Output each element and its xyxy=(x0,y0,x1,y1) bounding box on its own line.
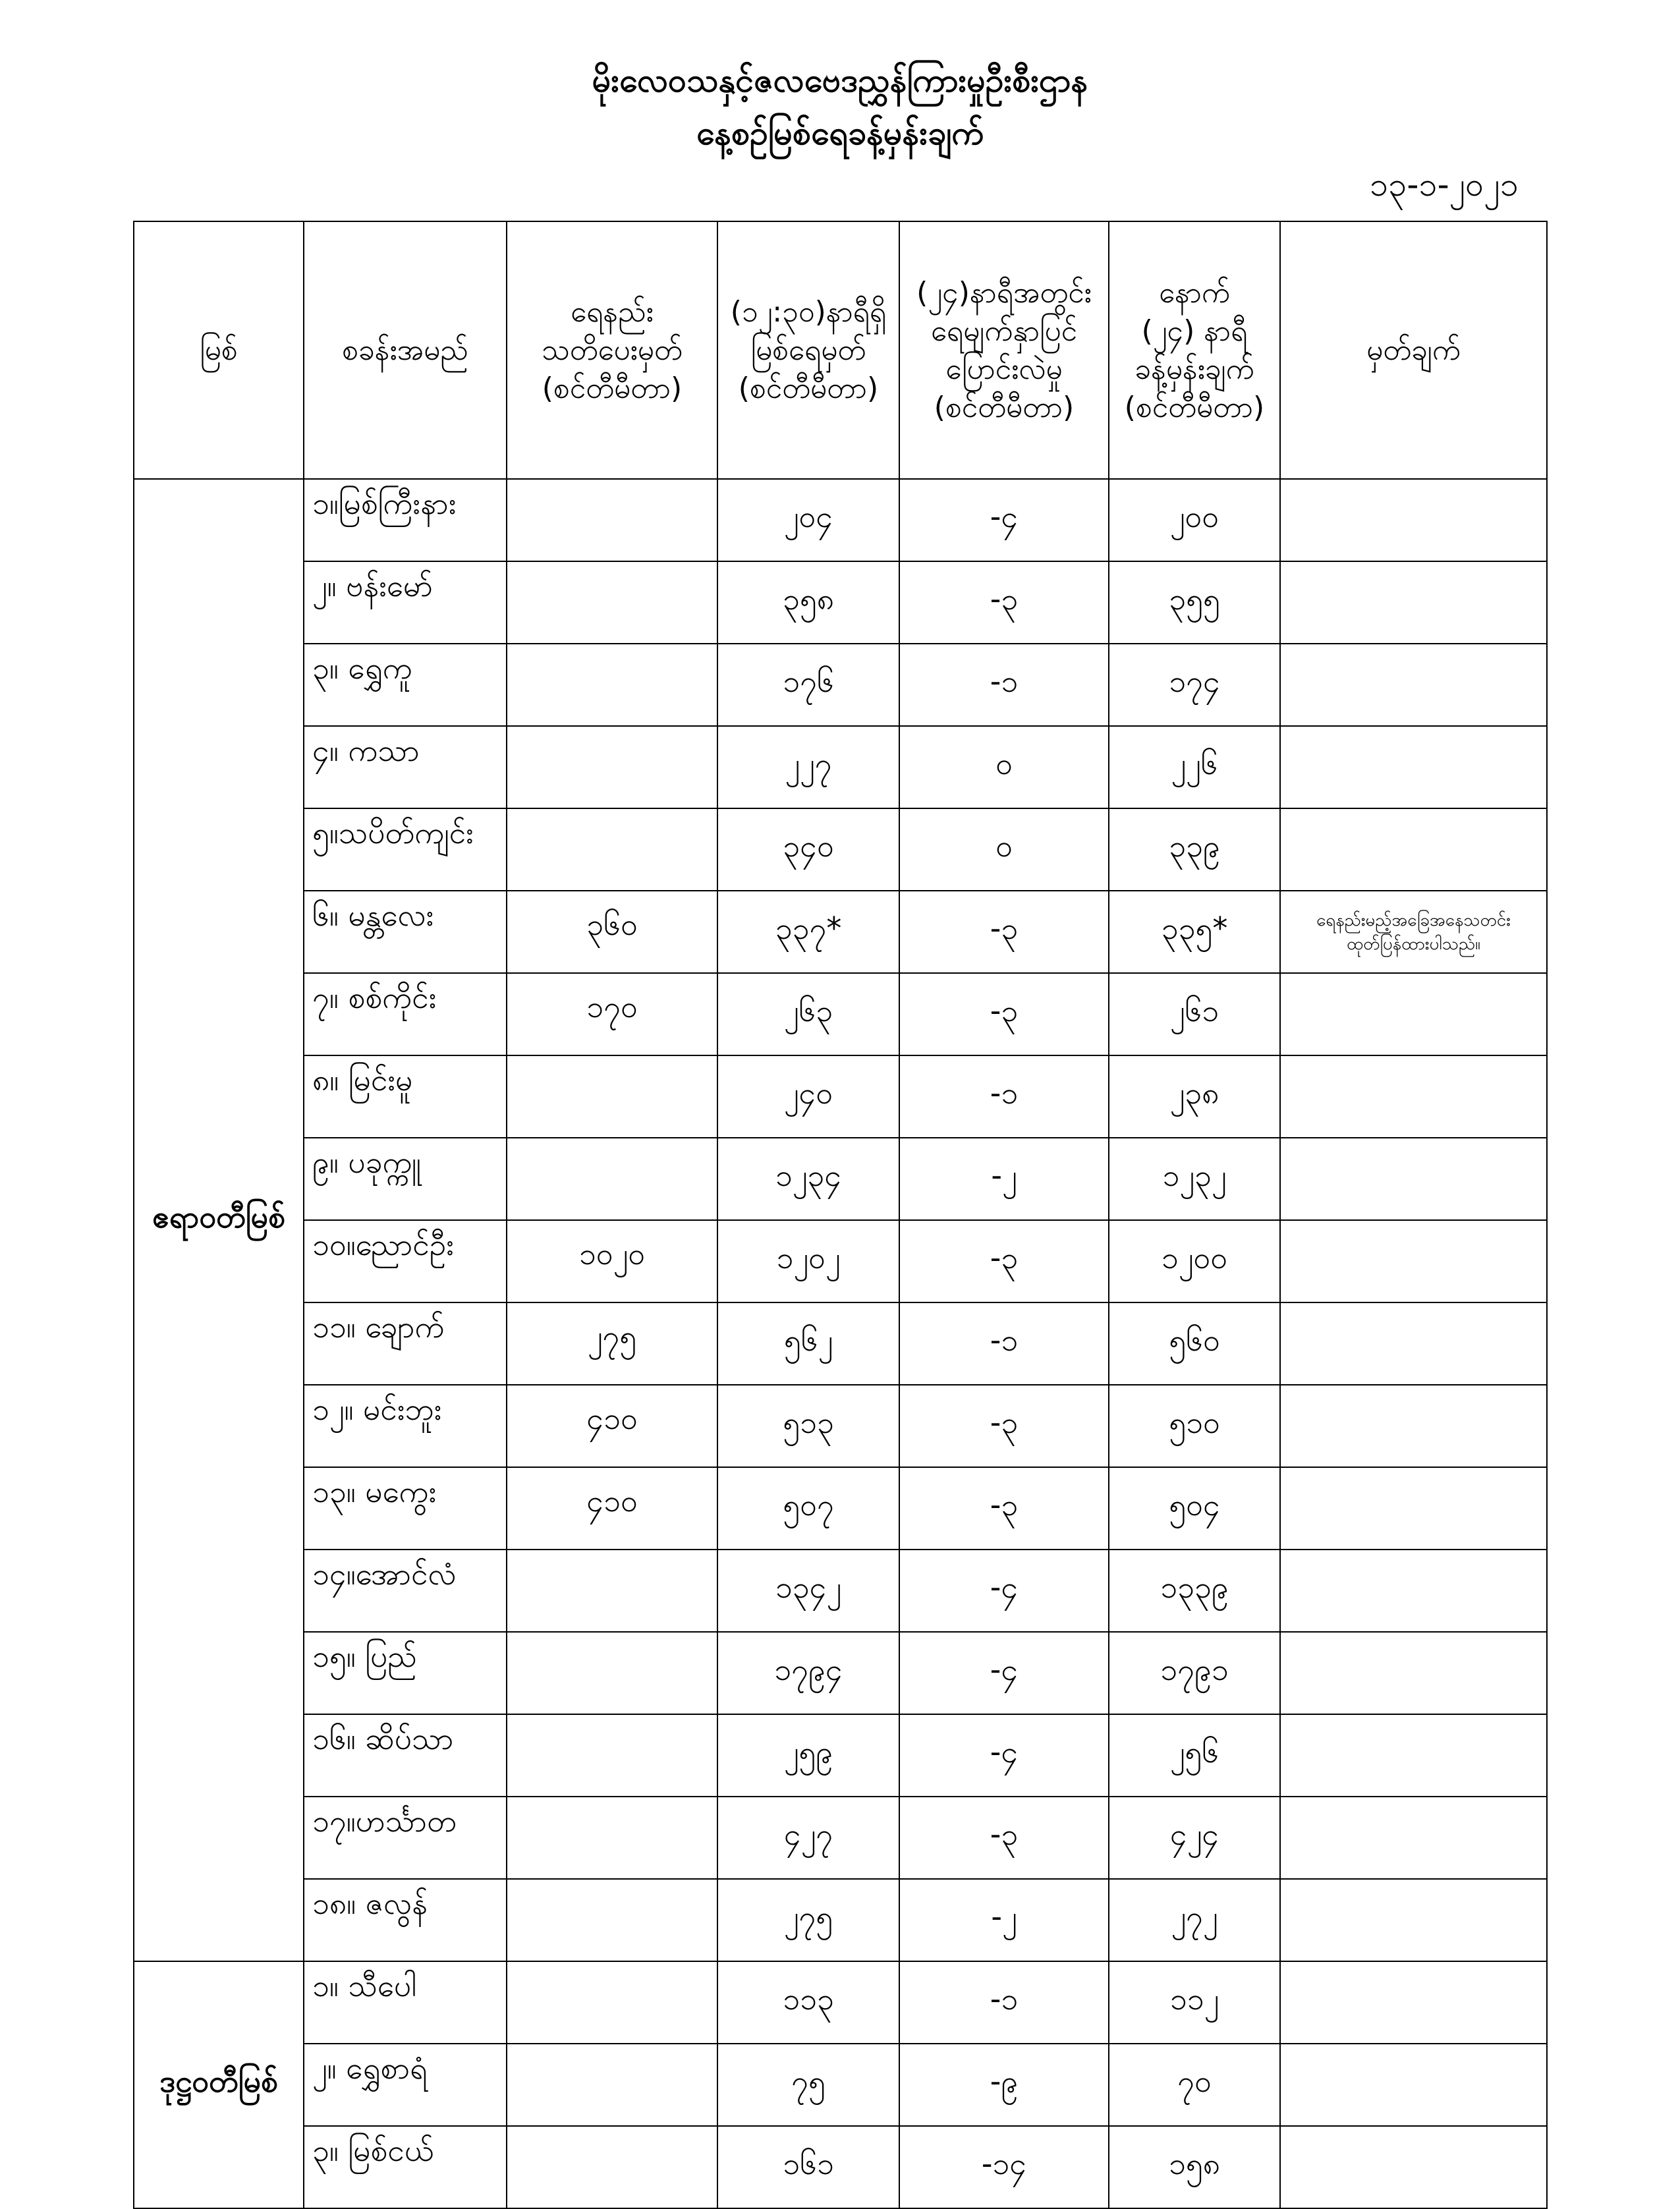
warning-level-cell xyxy=(507,1632,717,1714)
table-body xyxy=(134,479,1547,2208)
station-name-cell: ၁၈။ ဇလွန် xyxy=(304,1879,507,1961)
forecast-cell: ၅၁၀ xyxy=(1109,1385,1280,1467)
level-change-cell: -၁၄ xyxy=(899,2126,1109,2208)
table-row xyxy=(134,1550,1547,1632)
warning-level-cell: ၁၇၀ xyxy=(507,973,717,1055)
forecast-cell: ၂၇၂ xyxy=(1109,1879,1280,1961)
table-row xyxy=(134,1714,1547,1797)
station-name-cell: ၉။ ပခုက္ကူ xyxy=(304,1138,507,1220)
warning-level-cell xyxy=(507,1055,717,1138)
table-row xyxy=(134,561,1547,644)
warning-level-cell xyxy=(507,1961,717,2044)
warning-level-cell: ၄၁၀ xyxy=(507,1467,717,1550)
page-subtitle: နေ့စဉ်မြစ်ရေခန့်မှန်းချက် xyxy=(696,114,984,152)
water-level-cell: ၁၇၆ xyxy=(717,644,899,726)
remark-cell xyxy=(1280,1714,1547,1797)
station-name-cell: ၂။ ရွှေစာရံ xyxy=(304,2044,507,2126)
warning-level-cell: ၃၆၀ xyxy=(507,891,717,973)
station-name-cell: ၄။ ကသာ xyxy=(304,726,507,808)
station-name-cell: ၁၂။ မင်းဘူး xyxy=(304,1385,507,1467)
level-change-cell: -၃ xyxy=(899,891,1109,973)
warning-level-cell: ၂၇၅ xyxy=(507,1302,717,1385)
remark-cell xyxy=(1280,726,1547,808)
forecast-cell: ၁၇၄ xyxy=(1109,644,1280,726)
water-level-cell: ၂၆၃ xyxy=(717,973,899,1055)
level-change-cell: -၁ xyxy=(899,644,1109,726)
table-row xyxy=(134,891,1547,973)
warning-level-cell: ၄၁၀ xyxy=(507,1385,717,1467)
remark-cell xyxy=(1280,1055,1547,1138)
level-change-cell: -၄ xyxy=(899,479,1109,561)
column-header-station: စခန်းအမည် xyxy=(304,221,507,479)
warning-level-cell xyxy=(507,2126,717,2208)
level-change-cell: ၀ xyxy=(899,808,1109,891)
remark-cell xyxy=(1280,1632,1547,1714)
table-row xyxy=(134,644,1547,726)
forecast-cell: ၅၆၀ xyxy=(1109,1302,1280,1385)
water-level-cell: ၂၇၅ xyxy=(717,1879,899,1961)
remark-cell xyxy=(1280,561,1547,644)
page-title: မိုးလေဝသနှင့်ဇလဗေဒညွှန်ကြားမှုဦးစီးဌာန xyxy=(592,61,1088,99)
level-change-cell: -၉ xyxy=(899,2044,1109,2126)
table-row xyxy=(134,973,1547,1055)
level-change-cell: -၄ xyxy=(899,1550,1109,1632)
table-row xyxy=(134,1138,1547,1220)
station-name-cell: ၁၅။ ပြည် xyxy=(304,1632,507,1714)
forecast-cell: ၂၆၁ xyxy=(1109,973,1280,1055)
warning-level-cell xyxy=(507,644,717,726)
river-forecast-table xyxy=(133,221,1548,2209)
level-change-cell: -၁ xyxy=(899,1055,1109,1138)
level-change-cell: -၃ xyxy=(899,1797,1109,1879)
water-level-cell: ၃၃၇* xyxy=(717,891,899,973)
forecast-cell: ၃၅၅ xyxy=(1109,561,1280,644)
report-date: ၁၃-၁-၂၀၂၁ xyxy=(1370,165,1519,204)
station-name-cell: ၇။ စစ်ကိုင်း xyxy=(304,973,507,1055)
water-level-cell: ၁၁၃ xyxy=(717,1961,899,2044)
station-name-cell: ၅။သပိတ်ကျင်း xyxy=(304,808,507,891)
remark-cell xyxy=(1280,1961,1547,2044)
river-name-cell: ဒုဋ္ဌဝတီမြစ် xyxy=(134,1961,304,2208)
column-header-change: (၂၄)နာရီအတွင်း ရေမျက်နှာပြင် ပြောင်းလဲမှု (စင်တီမီတာ) xyxy=(899,221,1109,479)
remark-cell xyxy=(1280,1879,1547,1961)
forecast-cell: ၁၂၃၂ xyxy=(1109,1138,1280,1220)
level-change-cell: -၁ xyxy=(899,1302,1109,1385)
forecast-cell: ၂၅၆ xyxy=(1109,1714,1280,1797)
river-name-cell: ဧရာဝတီမြစ် xyxy=(134,479,304,1961)
forecast-cell: ၁၅၈ xyxy=(1109,2126,1280,2208)
level-change-cell: -၃ xyxy=(899,973,1109,1055)
table-row xyxy=(134,1385,1547,1467)
forecast-cell: ၂၂၆ xyxy=(1109,726,1280,808)
forecast-cell: ၃၃၉ xyxy=(1109,808,1280,891)
station-name-cell: ၁။ သီပေါ xyxy=(304,1961,507,2044)
table-row xyxy=(134,726,1547,808)
warning-level-cell xyxy=(507,1550,717,1632)
warning-level-cell xyxy=(507,726,717,808)
forecast-cell: ၁၃၃၉ xyxy=(1109,1550,1280,1632)
level-change-cell: -၂ xyxy=(899,1879,1109,1961)
table-row xyxy=(134,808,1547,891)
remark-cell xyxy=(1280,479,1547,561)
forecast-cell: ၁၂၀၀ xyxy=(1109,1220,1280,1302)
table-row xyxy=(134,2044,1547,2126)
table-row xyxy=(134,1797,1547,1879)
table-row xyxy=(134,1879,1547,1961)
forecast-cell: ၁၇၉၁ xyxy=(1109,1632,1280,1714)
level-change-cell: -၄ xyxy=(899,1714,1109,1797)
forecast-cell: ၂၃၈ xyxy=(1109,1055,1280,1138)
water-level-cell: ၁၆၁ xyxy=(717,2126,899,2208)
forecast-cell: ၅၀၄ xyxy=(1109,1467,1280,1550)
column-header-river: မြစ် xyxy=(134,221,304,479)
level-change-cell: -၁ xyxy=(899,1961,1109,2044)
station-name-cell: ၁၆။ ဆိပ်သာ xyxy=(304,1714,507,1797)
water-level-cell: ၂၅၉ xyxy=(717,1714,899,1797)
remark-cell xyxy=(1280,1220,1547,1302)
level-change-cell: -၃ xyxy=(899,1467,1109,1550)
warning-level-cell: ၁၀၂၀ xyxy=(507,1220,717,1302)
remark-cell xyxy=(1280,808,1547,891)
level-change-cell: -၃ xyxy=(899,561,1109,644)
warning-level-cell xyxy=(507,1138,717,1220)
warning-level-cell xyxy=(507,1714,717,1797)
water-level-cell: ၄၂၇ xyxy=(717,1797,899,1879)
level-change-cell: ၀ xyxy=(899,726,1109,808)
remark-cell xyxy=(1280,644,1547,726)
remark-cell xyxy=(1280,1550,1547,1632)
forecast-cell: ၄၂၄ xyxy=(1109,1797,1280,1879)
station-name-cell: ၁၀။ညောင်ဦး xyxy=(304,1220,507,1302)
remark-cell xyxy=(1280,1467,1547,1550)
water-level-cell: ၇၅ xyxy=(717,2044,899,2126)
table-row xyxy=(134,479,1547,561)
remark-cell xyxy=(1280,2126,1547,2208)
water-level-cell: ၁၂၀၂ xyxy=(717,1220,899,1302)
warning-level-cell xyxy=(507,1797,717,1879)
table-header-row xyxy=(134,221,1547,479)
column-header-forecast: နောက် (၂၄) နာရီ ခန့်မှန်းချက် (စင်တီမီတာ) xyxy=(1109,221,1280,479)
warning-level-cell xyxy=(507,479,717,561)
column-header-remark: မှတ်ချက် xyxy=(1280,221,1547,479)
station-name-cell: ၃။ ရွှေကူ xyxy=(304,644,507,726)
station-name-cell: ၁၃။ မကွေး xyxy=(304,1467,507,1550)
table-row xyxy=(134,1302,1547,1385)
remark-cell xyxy=(1280,1138,1547,1220)
station-name-cell: ၁၇။ဟင်္သာတ xyxy=(304,1797,507,1879)
station-name-cell: ၁၄။အောင်လံ xyxy=(304,1550,507,1632)
water-level-cell: ၃၅၈ xyxy=(717,561,899,644)
water-level-cell: ၂၀၄ xyxy=(717,479,899,561)
water-level-cell: ၁၇၉၄ xyxy=(717,1632,899,1714)
forecast-cell: ၃၃၅* xyxy=(1109,891,1280,973)
level-change-cell: -၂ xyxy=(899,1138,1109,1220)
remark-cell xyxy=(1280,973,1547,1055)
table-row xyxy=(134,1632,1547,1714)
water-level-cell: ၁၂၃၄ xyxy=(717,1138,899,1220)
forecast-cell: ၁၁၂ xyxy=(1109,1961,1280,2044)
level-change-cell: -၃ xyxy=(899,1385,1109,1467)
column-header-water-level: (၁၂:၃၀)နာရီရှိ မြစ်ရေမှတ် (စင်တီမီတာ) xyxy=(717,221,899,479)
water-level-cell: ၅၀၇ xyxy=(717,1467,899,1550)
remark-cell: ရေနည်းမည့်အခြေအနေသတင်း ထုတ်ပြန်ထားပါသည်။ xyxy=(1280,891,1547,973)
column-header-warning-level: ရေနည်း သတိပေးမှတ် (စင်တီမီတာ) xyxy=(507,221,717,479)
warning-level-cell xyxy=(507,1879,717,1961)
station-name-cell: ၁။မြစ်ကြီးနား xyxy=(304,479,507,561)
water-level-cell: ၅၁၃ xyxy=(717,1385,899,1467)
table-row xyxy=(134,1961,1547,2044)
station-name-cell: ၈။ မြင်းမူ xyxy=(304,1055,507,1138)
water-level-cell: ၂၄၀ xyxy=(717,1055,899,1138)
remark-cell xyxy=(1280,1302,1547,1385)
level-change-cell: -၃ xyxy=(899,1220,1109,1302)
remark-cell xyxy=(1280,1385,1547,1467)
table-row xyxy=(134,2126,1547,2208)
remark-cell xyxy=(1280,2044,1547,2126)
warning-level-cell xyxy=(507,808,717,891)
table-row xyxy=(134,1220,1547,1302)
table-row xyxy=(134,1055,1547,1138)
water-level-cell: ၂၂၇ xyxy=(717,726,899,808)
station-name-cell: ၃။ မြစ်ငယ် xyxy=(304,2126,507,2208)
forecast-cell: ၇၀ xyxy=(1109,2044,1280,2126)
water-level-cell: ၅၆၂ xyxy=(717,1302,899,1385)
level-change-cell: -၄ xyxy=(899,1632,1109,1714)
water-level-cell: ၃၄၀ xyxy=(717,808,899,891)
warning-level-cell xyxy=(507,561,717,644)
remark-cell xyxy=(1280,1797,1547,1879)
table-row xyxy=(134,1467,1547,1550)
station-name-cell: ၁၁။ ချောက် xyxy=(304,1302,507,1385)
station-name-cell: ၂။ ဗန်းမော် xyxy=(304,561,507,644)
water-level-cell: ၁၃၄၂ xyxy=(717,1550,899,1632)
forecast-cell: ၂၀၀ xyxy=(1109,479,1280,561)
station-name-cell: ၆။ မန္တလေး xyxy=(304,891,507,973)
warning-level-cell xyxy=(507,2044,717,2126)
